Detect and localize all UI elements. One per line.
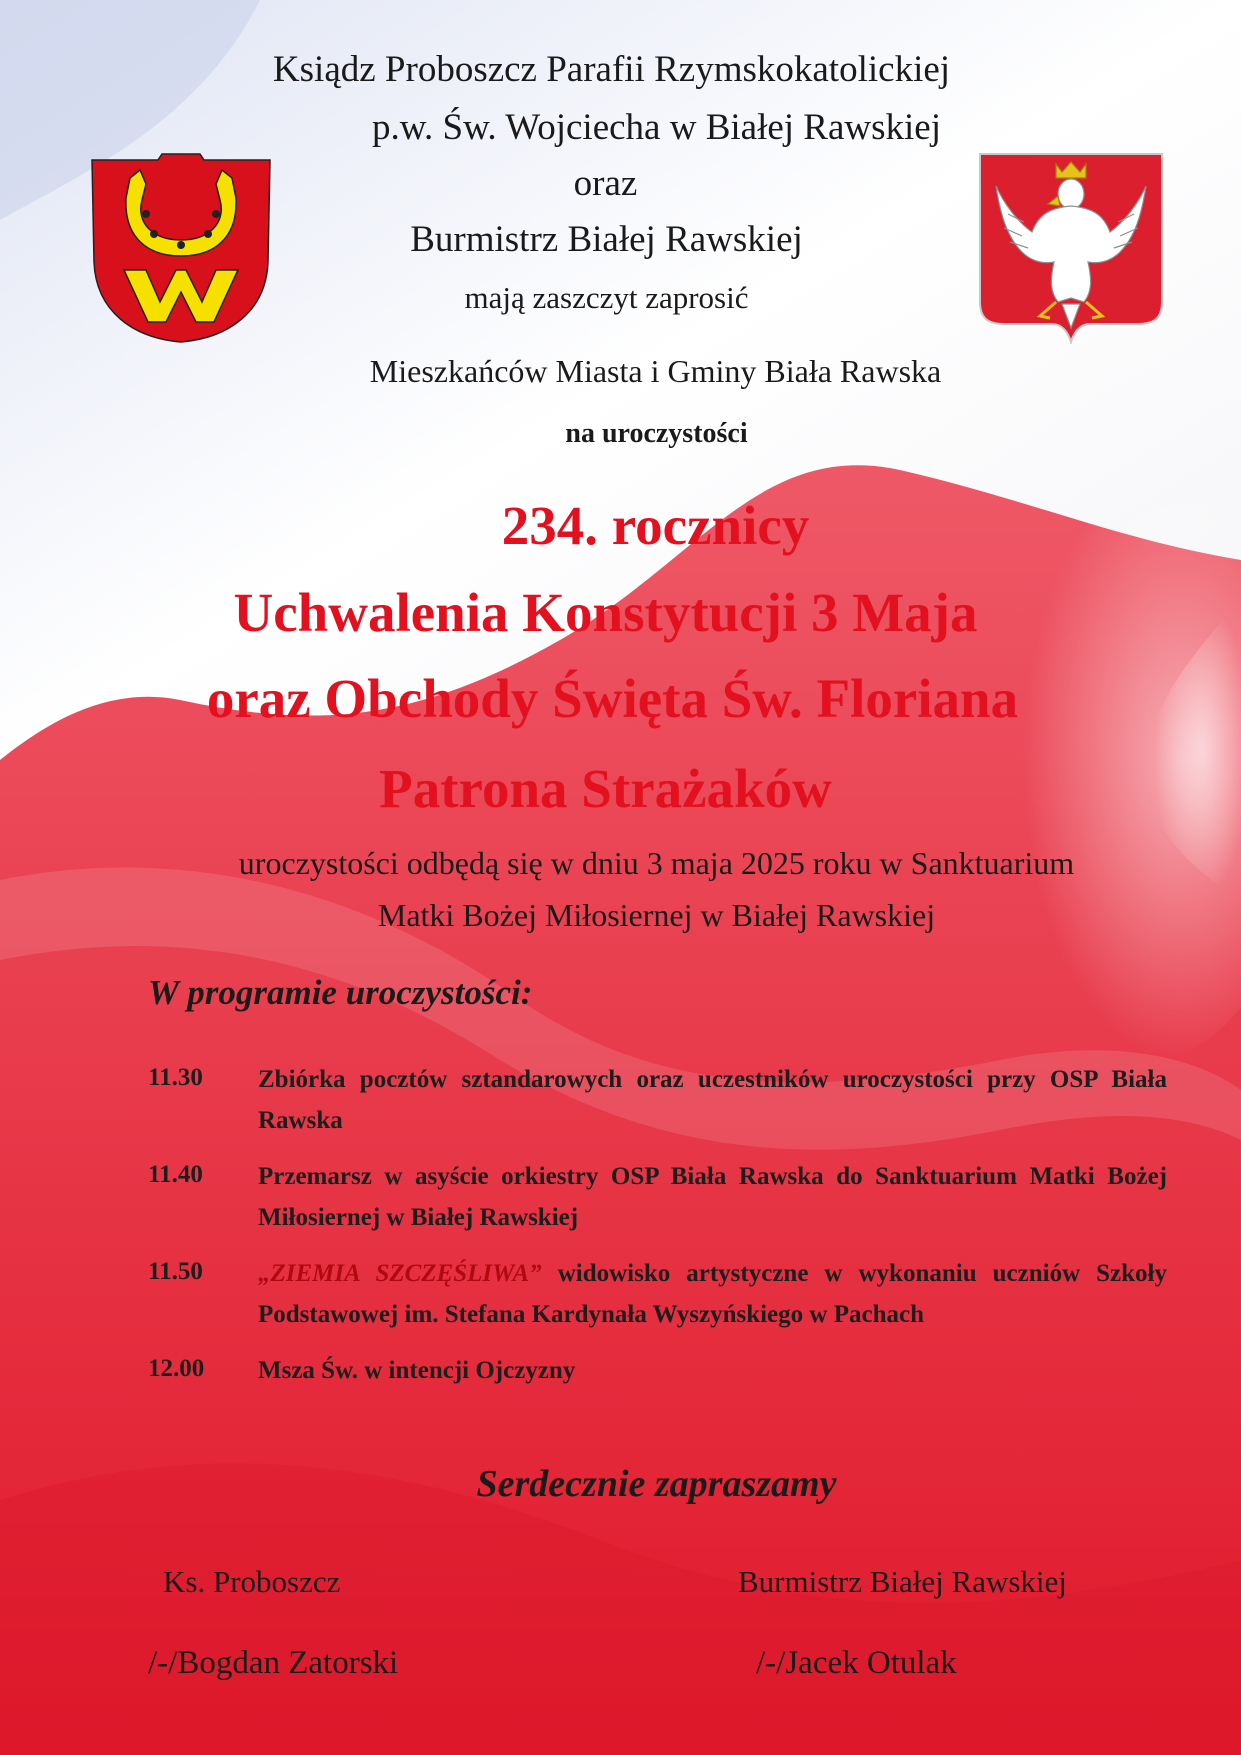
invitation-line-parish: p.w. Św. Wojciecha w Białej Rawskiej: [371, 107, 942, 148]
event-location-sanctuary: Matki Bożej Miłosiernej w Białej Rawskiej: [377, 897, 936, 933]
title-constitution: Uchwalenia Konstytucji 3 Maja: [233, 582, 978, 643]
program-heading: W programie uroczystości:: [148, 973, 533, 1012]
program-time: 11.50: [148, 1258, 203, 1285]
program-item-text: Msza Św. w intencji Ojczyzny: [258, 1357, 576, 1384]
invitation-line-and: oraz: [573, 163, 638, 204]
signature-name-priest: /-/Bogdan Zatorski: [148, 1645, 399, 1681]
signature-name-mayor: /-/Jacek Otulak: [756, 1645, 957, 1681]
program-item-text: Przemarsz w asyście orkiestry OSP Biała Rawska do Sanktuarium Matki Bożej Miłosiernej w Białej Rawskiej: [258, 1163, 1167, 1231]
program-item-show: [258, 1253, 1167, 1335]
program-time: 12.00: [148, 1355, 205, 1382]
program-time: 11.40: [148, 1161, 203, 1188]
event-date-location: uroczystości odbędą się w dniu 3 maja 2025 roku w Sanktuarium: [238, 845, 1075, 881]
program-time: 11.30: [148, 1064, 203, 1091]
title-anniversary: 234. rocznicy: [501, 495, 810, 556]
show-title: „ZIEMIA SZCZĘŚLIWA”: [258, 1260, 542, 1287]
closing-invitation: Serdecznie zapraszamy: [476, 1463, 837, 1505]
signature-role-mayor: Burmistrz Białej Rawskiej: [738, 1564, 1067, 1599]
signature-role-priest: Ks. Proboszcz: [163, 1564, 341, 1599]
invitation-line-parish-priest: Ksiądz Proboszcz Parafii Rzymskokatolickiej: [272, 49, 951, 90]
program-item-text: Zbiórka pocztów sztandarowych oraz uczestników uroczystości przy OSP Biała Rawska: [258, 1066, 1167, 1134]
program-item-text: widowisko artystyczne w wykonaniu uczniów Szkoły Podstawowej im. Stefana Kardynała Wyszyńskiego w Pachach: [258, 1260, 1167, 1328]
invitation-line-mayor: Burmistrz Białej Rawskiej: [410, 219, 803, 260]
title-st-florian: oraz Obchody Święta Św. Floriana: [206, 668, 1019, 729]
title-firefighters-patron: Patrona Strażaków: [379, 758, 832, 819]
invitation-line-honor: mają zaszczyt zaprosić: [464, 280, 749, 315]
invitation-line-residents: Mieszkańców Miasta i Gminy Biała Rawska: [369, 353, 942, 389]
invitation-line-celebrations: na uroczystości: [565, 418, 748, 449]
